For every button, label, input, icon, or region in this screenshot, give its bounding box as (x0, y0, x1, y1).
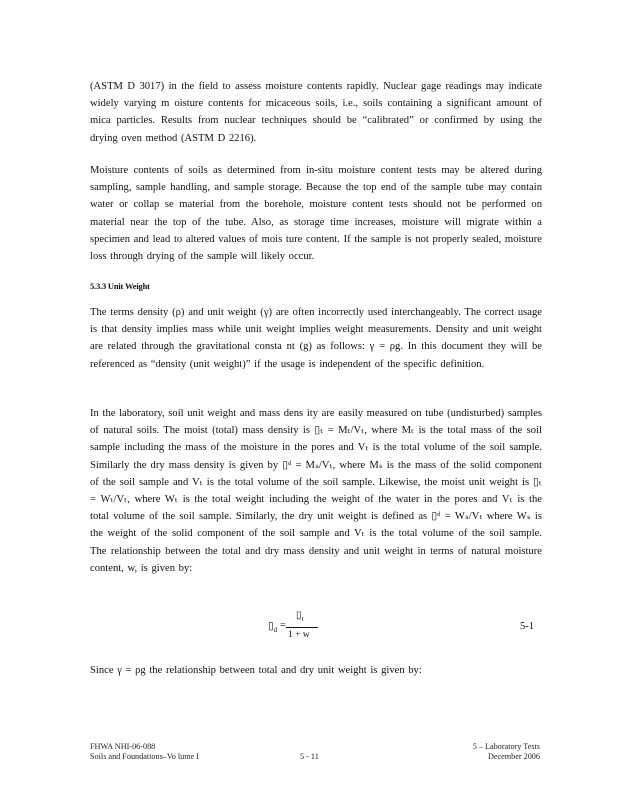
equation-equals: = (280, 620, 286, 631)
paragraph-laboratory-measurement: In the laboratory, soil unit weight and mass dens ity are easily measured on tube (undisturbed) samples of natural soils. The moist (total) mass density is ▯ₜ = Mₜ/Vₜ, where Mₜ is the total mass of the soil sample including the mass of the moisture in the pores and Vₜ is the total volume of the soil sample. Similarly the dry mass density is given by ▯ᵈ = Mₛ/Vₜ, where Mₛ is the mass of the solid component of the soil sample and Vₜ is the total volume of the soil sample. Likewise, the moist unit weight is ▯ₜ = Wₜ/Vₜ, where Wₜ is the total weight including the weight of the water in the pores and Vₜ is the total volume of the soil sample. Similarly, the dry unit weight is defined as ▯ᵈ = Wₛ/Vₜ where Wₛ is the weight of the solid component of the soil sample and Vₜ is the total volume of the soil sample. The relationship between the total and dry mass density and unit weight in terms of natural moisture content, w, is given by: (90, 408, 542, 574)
footer-page-number: 5 - 11 (300, 752, 319, 761)
equation-denominator: 1 + w (288, 630, 310, 640)
footer-volume-title: Soils and Foundations–Vo lume I (90, 752, 200, 761)
footer-report-number: FHWA NHI-06-088 (90, 742, 156, 751)
paragraph-density-unit-weight: The terms density (ρ) and unit weight (γ) are often incorrectly used interchangeably. The correct usage is that density implies mass while unit weight implies weight measurements. Density and unit weight are related through the gravitational consta nt (g) as follows: γ = ρg. In this document they will be referenced as “density (unit weight)” if the usage is independent of the specific definition. (90, 307, 542, 370)
equation-numerator: $▯_t$ (296, 610, 304, 623)
equation-5-1 (262, 610, 342, 646)
paragraph-moisture-alteration: Moisture contents of soils as determined from in-situ moisture content tests may be altered during sampling, sample handling, and sample storage. Because the top end of the sample tube may contain water or collap se material from the borehole, moisture content tests should not be performed on material near the top of the tube. Also, as storage time increases, moisture will migrate within a specimen and lead to altered values of mois ture content. If the sample is not properly sealed, moisture loss through drying of the sample will likely occur. (90, 165, 542, 263)
section-heading: 5.3.3 Unit Weight (90, 281, 150, 291)
fraction-bar (286, 627, 318, 628)
footer-date: December 2006 (487, 752, 540, 761)
paragraph-since: Since γ = ρg the relationship between total and dry unit weight is given by: (90, 665, 422, 676)
footer-chapter: 5 – Laboratory Tests (472, 742, 540, 751)
footer-left (90, 742, 199, 762)
equation-number: 5-1 (520, 621, 534, 632)
paragraph-nuclear-gage: (ASTM D 3017) in the field to assess moisture contents rapidly. Nuclear gage readings may indicate widely varying m oisture contents for micaceous soils, i.e., soils containing a significant amount of mica particles. Results from nuclear techniques should be “calibrated” or confirmed by using the drying oven method (ASTM D 2216). (90, 81, 542, 144)
footer-right (440, 742, 540, 762)
equation-lhs: $▯_d$ (268, 621, 278, 635)
